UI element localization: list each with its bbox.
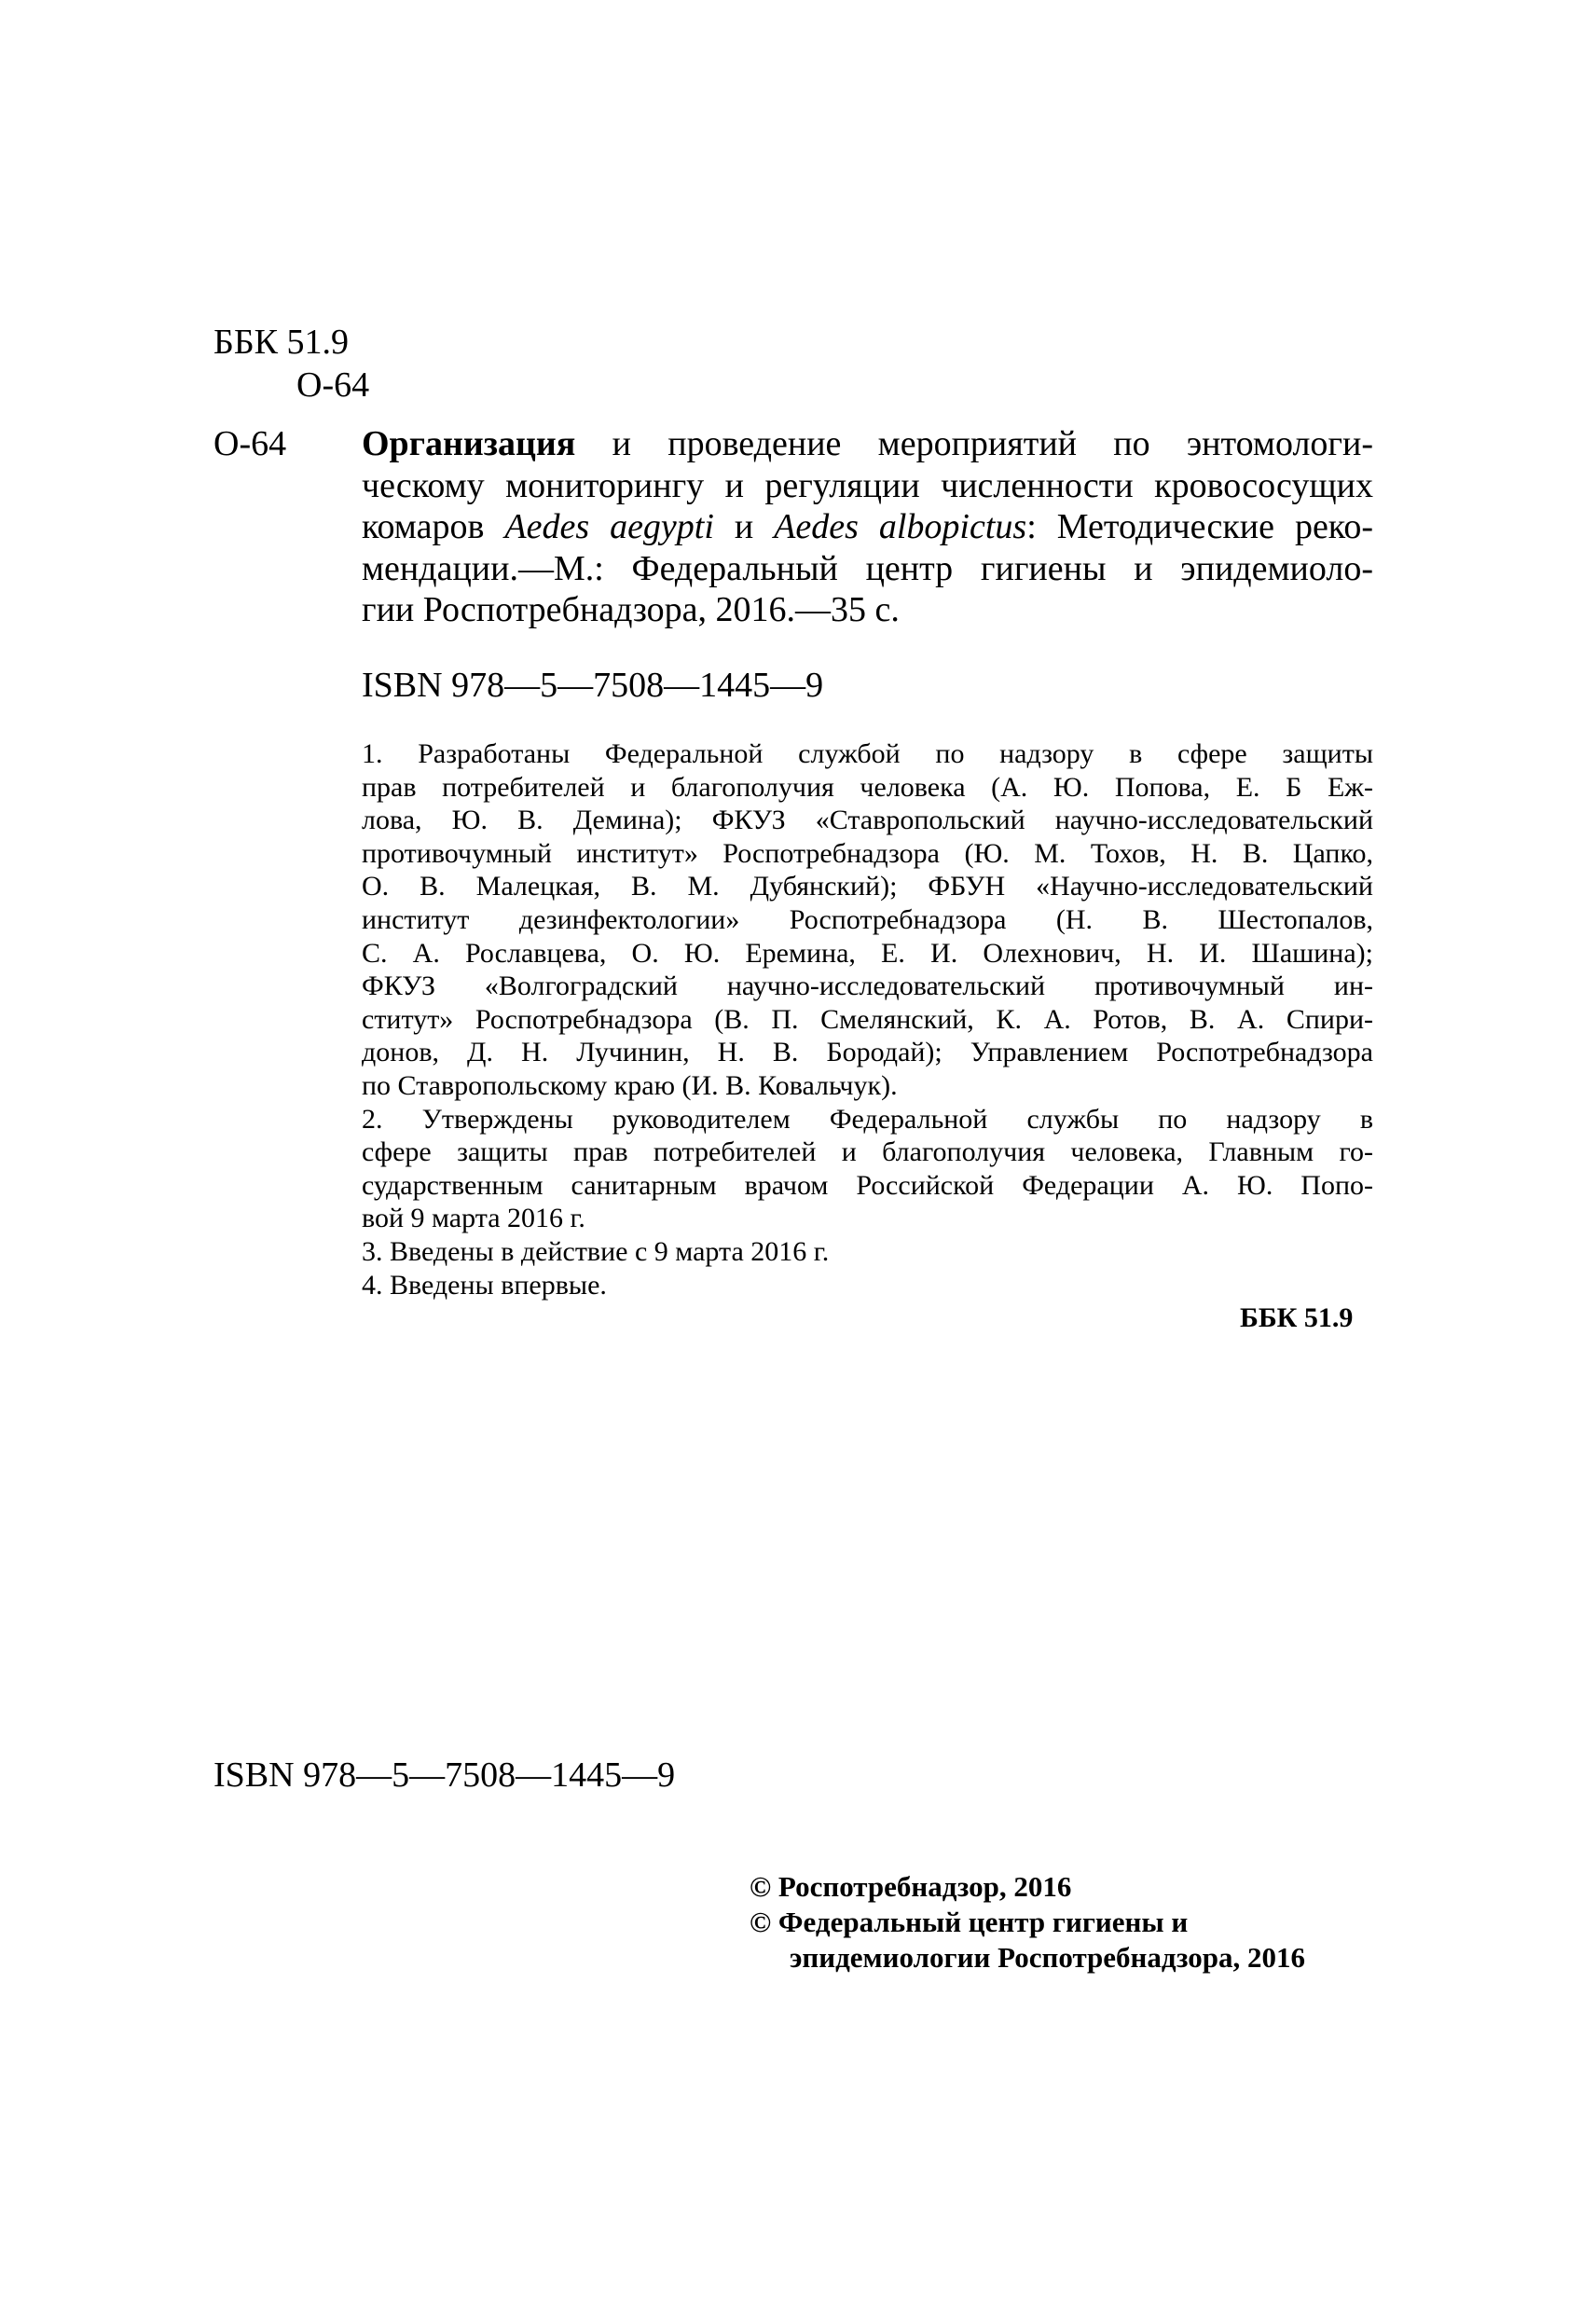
biblio-line-3-post: : Методические реко- bbox=[1026, 507, 1373, 546]
note-line: 3. Введены в действие с 9 марта 2016 г. bbox=[362, 1235, 830, 1267]
note-line: донов, Д. Н. Лучинин, Н. В. Бородай); Управлением Роспотребнадзора bbox=[362, 1037, 1373, 1068]
biblio-line-3-mid: и bbox=[713, 507, 775, 546]
title-first-word: Организация bbox=[362, 424, 576, 463]
note-line: ститут» Роспотребнадзора (В. П. Смелянский, К. А. Ротов, В. А. Спири- bbox=[362, 1003, 1373, 1035]
isbn-bottom: ISBN 978—5—7508—1445—9 bbox=[213, 1755, 676, 1795]
bbk-index-bottom: ББК 51.9 bbox=[1240, 1302, 1354, 1333]
note-line: сударственным санитарным врачом Российской Федерации А. Ю. Попо- bbox=[362, 1169, 1373, 1201]
bbk-index-top: ББК 51.9 bbox=[213, 323, 349, 362]
note-line: противочумный институт» Роспотребнадзора (Ю. М. Тохов, Н. В. Цапко, bbox=[362, 837, 1373, 869]
bibliographic-record bbox=[362, 423, 1373, 631]
note-line: институт дезинфектологии» Роспотребнадзора (Н. В. Шестопалов, bbox=[362, 903, 1373, 935]
note-line: лова, Ю. В. Демина); ФКУЗ «Ставропольский научно-исследовательский bbox=[362, 805, 1373, 836]
note-line: вой 9 марта 2016 г. bbox=[362, 1203, 585, 1234]
biblio-line-5: гии Роспотребнадзора, 2016.—35 с. bbox=[362, 590, 900, 629]
note-line: по Ставропольскому краю (И. В. Ковальчук). bbox=[362, 1069, 898, 1101]
note-line: 2. Утверждены руководителем Федеральной службы по надзору в bbox=[362, 1103, 1373, 1135]
isbn-record: ISBN 978—5—7508—1445—9 bbox=[362, 666, 824, 705]
biblio-line-1-rest: и проведение мероприятий по энтомологи- bbox=[575, 424, 1373, 463]
species-aegypti: Aedes aegypti bbox=[504, 507, 714, 546]
biblio-line-1 bbox=[362, 423, 1373, 465]
species-albopictus: Aedes albopictus bbox=[774, 507, 1027, 546]
note-line: сфере защиты прав потребителей и благополучия человека, Главным го- bbox=[362, 1136, 1373, 1168]
note-line: 1. Разработаны Федеральной службой по надзору в сфере защиты bbox=[362, 738, 1373, 769]
copyright-line-2: © Федеральный центр гигиены и bbox=[750, 1906, 1189, 1938]
note-line: прав потребителей и благополучия человека (А. Ю. Попова, Е. Б Еж- bbox=[362, 771, 1373, 803]
note-line: С. А. Рославцева, О. Ю. Еремина, Е. И. Олехнович, Н. И. Шашина); bbox=[362, 937, 1373, 969]
note-line: О. В. Малецкая, В. М. Дубянский); ФБУН «Научно-исследовательский bbox=[362, 871, 1373, 902]
biblio-line-3-pre: комаров bbox=[362, 507, 505, 546]
author-sign-record: О-64 bbox=[213, 424, 287, 463]
note-line: 4. Введены впервые. bbox=[362, 1269, 607, 1301]
biblio-line-4: мендации.—М.: Федеральный центр гигиены и эпидемиоло- bbox=[362, 548, 1373, 588]
note-line: ФКУЗ «Волгоградский научно-исследовательский противочумный ин- bbox=[362, 971, 1373, 1002]
biblio-line-2: ческому мониторингу и регуляции численности кровососущих bbox=[362, 465, 1373, 505]
copyright-line-3: эпидемиологии Роспотребнадзора, 2016 bbox=[790, 1941, 1305, 1974]
author-sign-top: О-64 bbox=[296, 365, 370, 405]
copyright-line-1: © Роспотребнадзор, 2016 bbox=[750, 1870, 1072, 1903]
notes-block bbox=[362, 737, 1373, 1301]
biblio-line-3 bbox=[362, 506, 1373, 548]
